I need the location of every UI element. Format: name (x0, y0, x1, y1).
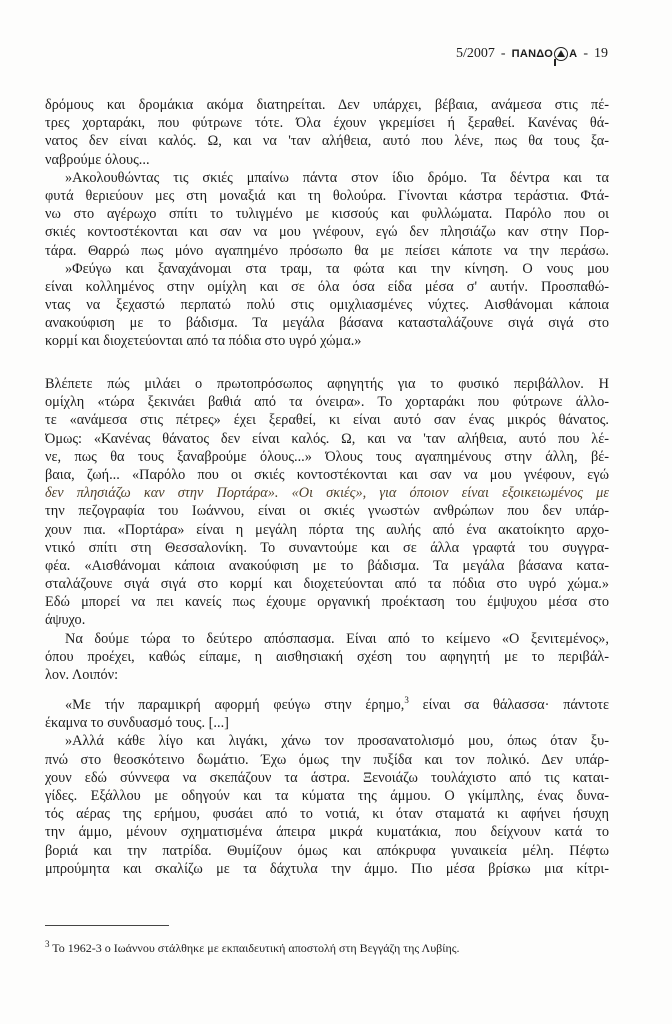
page-number: 19 (594, 46, 608, 61)
logo-text-right: Α (569, 48, 578, 60)
text-line: Να δούμε τώρα το δεύτερο απόσπασμα. Είναι από το κείμενο «Ο ξενιτεμένος», (65, 630, 609, 647)
text-line: την άμμο, μένουν σχηματισμένα άπειρα μικρά κυματάκια, που δείχνουν κατά το (45, 824, 609, 841)
text-line: φυτά θεριεύουν μες στη μοναξιά και τη θολούρα. Γίνονται κάστρα τεράστια. Φτά- (45, 187, 609, 204)
text-line: τάρα. Θαρρώ πως μόνο αγαπημένο πρόσωπο θα με πείσει κάποτε να την περάσω. (45, 242, 609, 259)
text-line: σταλάζουνε σιγά σιγά στο κορμί και διοχετεύονται από τα πόδια στο υγρό χώμα.» (45, 576, 609, 593)
text-line: άψυχο. (45, 612, 86, 629)
text-line: ανακούφιση με το βάδισμα. Τα μεγάλα βάσανα κατασταλάζουνε σιγά σιγά στο (45, 315, 609, 332)
text-line: δεν πλησιάζω καν στην Πορτάρα». «Οι σκιές», για όποιον είναι εξοικειωμένος με (45, 485, 609, 502)
text-line: Εδώ μπορεί να πει κανείς πως έχουμε οργανική προέκταση του έμψυχου μέσα στο (45, 594, 609, 611)
footnote-divider (45, 925, 169, 926)
text-line: όπου προέχει, καθώς είπαμε, η αισθησιακή σχέση του αφηγητή με το περιβάλ- (45, 648, 609, 665)
footnote-number: 3 (45, 939, 50, 949)
logo-text-left: ΠΑΝΔΟ (511, 48, 554, 60)
text-line: νω στο αγέρωχο σπίτι το τυλιγμένο με κισσούς και φυλλώματα. Παρόλο που οι (45, 206, 609, 223)
text-line: »Ακολουθώντας τις σκιές μπαίνω πάντα στον ίδιο δρόμο. Τα δέντρα και τα (65, 169, 609, 186)
text-line: λον. Λοιπόν: (45, 667, 119, 683)
separator: - (583, 46, 588, 61)
running-header (456, 46, 608, 62)
text-line: σκιές κοντοστέκονται και σαν να μου γνέφουν, εγώ δεν πλησιάζω καν στην Πορ- (45, 224, 609, 241)
text-line: νατος δεν είναι καλός. Ω, και να 'ταν αλήθεια, αυτό που λένε, πως θα τους ξα- (45, 133, 609, 150)
text-line: βοριά και την πατρίδα. Θυμίζουν όμως και απόκρυφα γυναικεία μέλη. Πέφτω (45, 842, 609, 859)
text-line: ντικό σπίτι στη Θεσσαλονίκη. Το συναντούμε και σε άλλα γραφτά του συγγρα- (45, 539, 609, 556)
text-line: έκαμνα το συνδυασμό τους. [...] (45, 715, 229, 732)
text-line: τρες χορταράκι, που φύτρωνε τότε. Όλα έχουν γκρεμίσει ή ξεραθεί. Κανένας θά- (45, 115, 609, 132)
text-line: γίδες. Εξάλλου με οδηγούν και τα κύματα της άμμου. Ο γκίμπλης, ένας δυνα- (45, 787, 609, 804)
text-line: νε, πως θα τους ξαναβρούμε όλους...» Όλους τους αγαπημένους στην άλλη, βέ- (45, 448, 609, 465)
text-line: μπρούμητα και σκαλίζω με τα δάχτυλα την άμμο. Πιο μέσα βρίσκω μια κίτρι- (45, 860, 609, 877)
text-line: τε «ανάμεσα στις πέτρες» έχει ξεραθεί, κι είναι αυτό σαν ένας μικρός θάνατος. (45, 412, 609, 429)
text-line: την πεζογραφία του Ιωάννου, είναι οι σκιές γνωστών ανθρώπων που δεν υπάρ- (45, 503, 609, 520)
text-line: »Φεύγω και ξαναχάνομαι στα τραμ, τα φώτα και την κίνηση. Ο νους μου (65, 260, 609, 277)
separator: - (500, 46, 506, 61)
quoted-passage-continued (45, 96, 609, 351)
commentary-paragraphs (45, 375, 609, 684)
issue-date: 5/2007 (456, 46, 495, 61)
text-line: ναβρούμε όλους... (45, 151, 150, 168)
footnote (45, 941, 460, 956)
text-line: φέα. «Αισθάνομαι κάποια ανακούφιση με το βάδισμα. Τα μεγάλα βάσανα κατα- (45, 557, 609, 574)
text-line: Βλέπετε πώς μιλάει ο πρωτοπρόσωπος αφηγητής για το φυσικό περιβάλλον. Η (45, 376, 609, 392)
text-span: είναι σα θάλασσα· πάντοτε (408, 697, 609, 713)
logo-emblem-icon (554, 47, 568, 61)
second-quoted-passage (45, 696, 609, 878)
footnote-text: Το 1962-3 ο Ιωάννου στάλθηκε με εκπαιδευτική αποστολή στη Βεγγάζη της Λυβίης. (49, 941, 460, 955)
footnote-reference[interactable]: 3 (404, 696, 409, 706)
text-line: χουν πια. «Πορτάρα» είναι η μεγάλη πόρτα της αυλής από ένα ακατοίκητο αρχο- (45, 521, 609, 538)
text-line: είναι κολλημένος στην ομίχλη και σε όλα όσα είδα μέσα σ' αυτήν. Προσπαθώ- (45, 278, 609, 295)
text-line: βαια, ζωή... «Παρόλο που οι σκιές κοντοστέκονται και σαν να μου γνέφουν, εγώ (45, 466, 609, 483)
text-line: ντας να ξεχαστώ περπατώ πολύ στις ομιχλιασμένες νύχτες. Αισθάνομαι κάποια (45, 297, 609, 314)
text-line: »Αλλά κάθε λίγο και λιγάκι, χάνω τον προσανατολισμό μου, όπως όταν ξυ- (65, 733, 609, 750)
text-line: πνώ στο θεοσκότεινο δωμάτιο. Έχω όμως την πυξίδα και τον πολικό. Δεν υπάρ- (45, 751, 609, 768)
text-line: κορμί και διοχετεύονται από τα πόδια στο υγρό χώμα.» (45, 333, 362, 350)
text-line: ομίχλη «τώρα ξεκινάει βαθιά από τα όνειρα». Το χορταράκι που φύτρωνε άλλο- (45, 394, 609, 411)
text-span: «Με τήν παραμικρή αφορμή φεύγω στην έρημο, (65, 697, 405, 713)
magazine-logo (512, 47, 578, 61)
text-line (45, 696, 609, 714)
text-line: Όμως: «Κανένας θάνατος δεν είναι καλός. Ω, και να 'ταν αλήθεια, αυτό που λέ- (45, 430, 609, 447)
text-line: χουν εδώ σύννεφα να σκεπάζουν τα άστρα. Ξενοιάζω τουλάχιστο από τις καται- (45, 769, 609, 786)
text-line: τός αέρας της ερήμου, φυσάει από το νοτιά, κι όταν σταματά κι αφήνει ήσυχη (45, 806, 609, 823)
text-line: δρόμους και δρομάκια ακόμα διατηρείται. Δεν υπάρχει, βέβαια, ανάμεσα στις πέ- (45, 97, 609, 113)
